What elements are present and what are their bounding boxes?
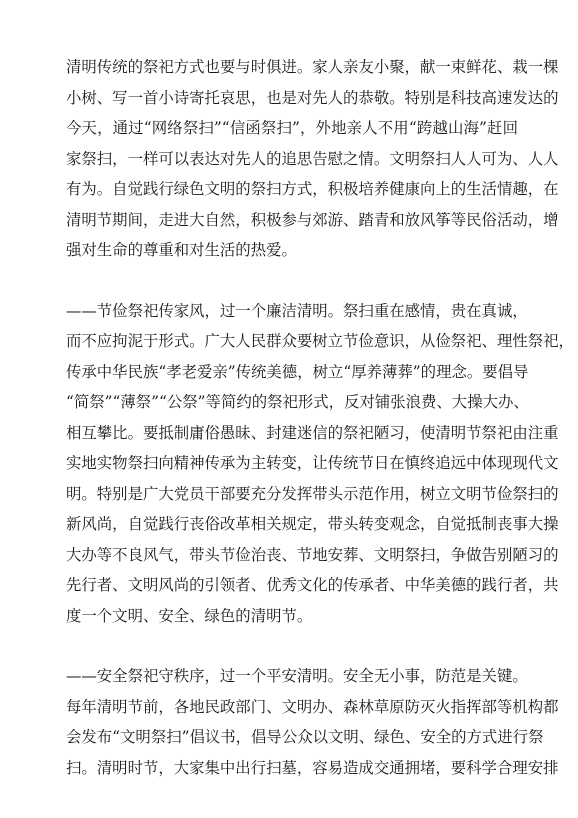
text-line: 清明传统的祭祀方式也要与时俱进。家人亲友小聚，献一束鲜花、栽一棵 — [66, 58, 559, 76]
text-line: 实地实物祭扫向精神传承为主转变，让传统节日在慎终追远中体现现代文 — [66, 454, 559, 472]
paragraph-spacer — [66, 631, 518, 661]
paragraph-safe-rituals — [66, 661, 559, 783]
text-line: 有为。自觉践行绿色文明的祭扫方式，积极培养健康向上的生活情趣，在 — [66, 180, 559, 198]
text-line: 清明节期间，走进大自然，积极参与郊游、踏青和放风筝等民俗活动，增 — [66, 210, 559, 229]
text-line: 而不应拘泥于形式。广大人民群众要树立节俭意识，从俭祭祀、理性祭祀， — [66, 332, 574, 350]
paragraph-frugal-rituals — [66, 296, 574, 632]
text-line: 家祭扫，一样可以表达对先人的追思告慰之情。文明祭扫人人可为、人人 — [66, 149, 559, 168]
text-line: 传承中华民族“孝老爱亲”传统美德，树立“厚养薄葬”的理念。要倡导 — [66, 362, 529, 381]
text-line: 小树、写一首小诗寄托哀思，也是对先人的恭敬。特别是科技高速发达的 — [66, 88, 559, 107]
text-line: ——安全祭祀守秩序，过一个平安清明。安全无小事，防范是关键。 — [66, 667, 528, 685]
text-line: 明。特别是广大党员干部要充分发挥带头示范作用，树立文明节俭祭扫的 — [66, 484, 559, 503]
text-line: 相互攀比。要抵制庸俗愚昧、封建迷信的祭祀陋习，使清明节祭祀由注重 — [66, 423, 559, 442]
text-line: 扫。清明时节，大家集中出行扫墓，容易造成交通拥堵，要科学合理安排 — [66, 758, 559, 777]
text-line: 每年清明节前，各地民政部门、文明办、森林草原防灭火指挥部等机构都 — [66, 697, 559, 716]
text-line: 先行者、文明风尚的引领者、优秀文化的传承者、中华美德的践行者，共 — [66, 576, 559, 594]
paragraph-spacer — [66, 266, 518, 296]
text-line: 度一个文明、安全、绿色的清明节。 — [66, 606, 313, 625]
text-line: 新风尚，自觉践行丧俗改革相关规定，带头转变观念，自觉抵制丧事大操 — [66, 515, 559, 533]
text-line: 强对生命的尊重和对生活的热爱。 — [66, 241, 297, 259]
text-line: ——节俭祭祀传家风，过一个廉洁清明。祭扫重在感情，贵在真诚， — [66, 301, 528, 320]
text-line: 会发布“文明祭扫”倡议书，倡导公众以文明、绿色、安全的方式进行祭 — [66, 728, 544, 746]
text-line: 大办等不良风气，带头节俭治丧、节地安葬、文明祭扫，争做告别陋习的 — [66, 545, 559, 564]
paragraph-green-rituals — [66, 52, 559, 266]
text-line: “简祭”“薄祭”“公祭”等简约的祭祀形式，反对铺张浪费、大操大办、 — [66, 393, 529, 411]
text-line: 今天，通过“网络祭扫”“信函祭扫”，外地亲人不用“跨越山海”赶回 — [66, 119, 518, 137]
document-page — [66, 52, 574, 783]
